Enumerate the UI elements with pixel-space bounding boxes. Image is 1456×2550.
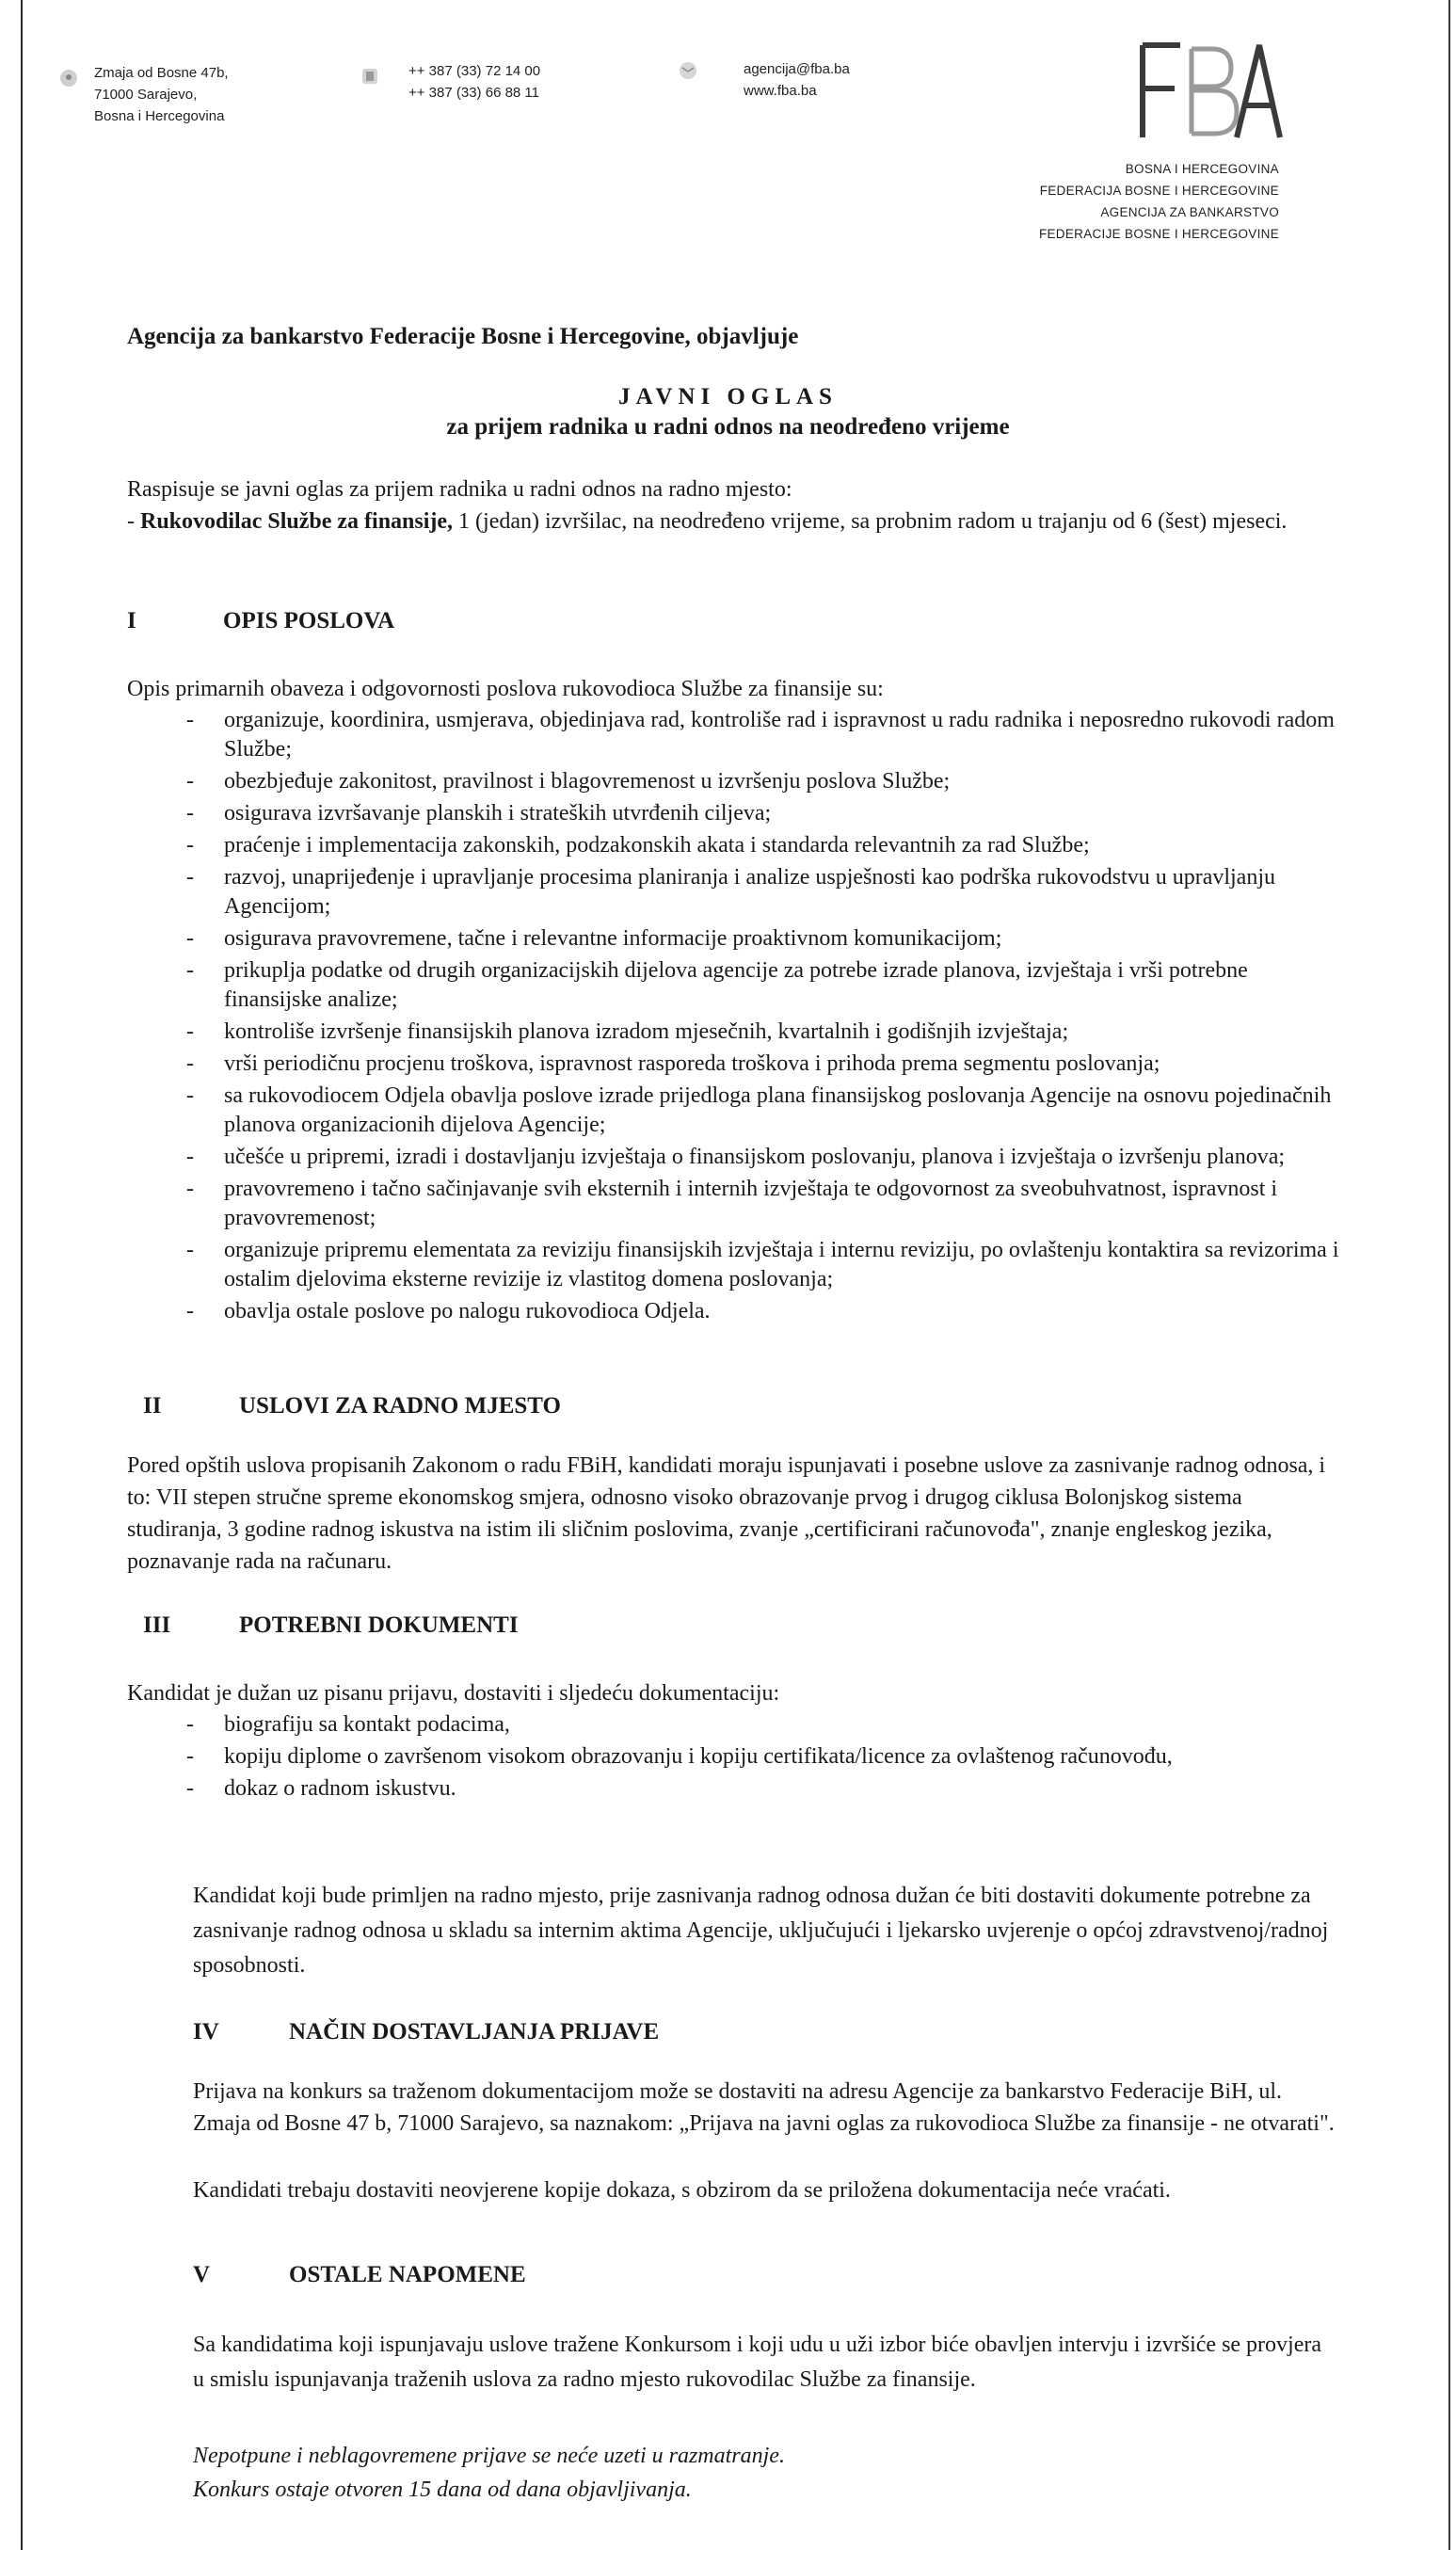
header-phones — [408, 60, 540, 104]
section-heading — [193, 2019, 659, 2045]
website-link[interactable]: www.fba.ba — [744, 83, 817, 99]
scan-edge-left — [21, 0, 23, 2550]
opening-paragraph — [127, 473, 1332, 537]
list-item: - praćenje i implementacija zakonskih, podzakonskih akata i standarda relevantnih za rad Službe; — [186, 831, 1339, 860]
section-heading — [127, 608, 394, 634]
closing-note: Nepotpune i neblagovremene prijave se neće uzeti u razmatranje. — [193, 2444, 785, 2468]
opening-line: Raspisuje se javni oglas za prijem radnika u radni odnos na radno mjesto: — [127, 477, 792, 502]
list-item: - vrši periodičnu procjenu troškova, ispravnost rasporeda troškova i prihoda prema segmentu poslovanja; — [186, 1050, 1339, 1079]
list-item: - dokaz o radnom iskustvu. — [186, 1774, 1339, 1804]
section-title: USLOVI ZA RADNO MJESTO — [239, 1393, 561, 1419]
section-number: II — [143, 1393, 162, 1419]
section-note: Kandidat koji bude primljen na radno mjesto, prije zasnivanja radnog odnosa dužan će biti dostaviti dokumente potrebne za zasnivanje radnog odnosa u skladu sa internim aktima Agencije, uključujući i ljekarsko uvjerenje o općoj zdravstvenoj/radnoj sposobnosti. — [193, 1884, 1329, 1978]
closing-note: Konkurs ostaje otvoren 15 dana od dana objavljivanja. — [193, 2478, 692, 2502]
email-link[interactable]: agencija@fba.ba — [744, 61, 850, 77]
section-heading — [143, 1393, 561, 1419]
list-item: - pravovremeno i tačno sačinjavanje svih eksternih i internih izvještaja te odgovornost za sveobuhvatnost, ispravnost i pravovremenost; — [186, 1175, 1339, 1233]
section-title: NAČIN DOSTAVLJANJA PRIJAVE — [289, 2019, 660, 2045]
list-item: - osigurava pravovremene, tačne i relevantne informacije proaktivnom komunikacijom; — [186, 924, 1339, 954]
list-item: - razvoj, unaprijeđenje i upravljanje procesima planiranja i analize uspješnosti kao podrška rukovodstvu u upravljanju Agencijom; — [186, 863, 1339, 922]
agency-line: FEDERACIJE BOSNE I HERCEGOVINE — [1038, 227, 1279, 241]
address-line: Zmaja od Bosne 47b, — [94, 65, 229, 81]
section-heading — [143, 1612, 519, 1639]
section-number: IV — [193, 2019, 219, 2045]
address-line: 71000 Sarajevo, — [94, 87, 198, 103]
intro-line: Agencija za bankarstvo Federacije Bosne i Hercegovine, objavljuje — [127, 324, 799, 349]
header-address — [94, 62, 229, 127]
phone-number: ++ 387 (33) 72 14 00 — [408, 63, 541, 79]
header-web — [744, 58, 850, 102]
list-item: - prikuplja podatke od drugih organizacijskih dijelova agencije za potrebe izrade planova, izvještaja i vrši potrebne finansijske analize; — [186, 956, 1339, 1015]
section-title: POTREBNI DOKUMENTI — [239, 1612, 519, 1638]
section-number: III — [143, 1612, 171, 1638]
agency-identity-block — [1039, 158, 1279, 245]
scan-edge-right — [1448, 0, 1450, 2550]
location-icon — [58, 68, 79, 88]
position-name: Rukovodilac Službe za finansije, — [140, 509, 454, 534]
email-icon — [678, 60, 698, 81]
list-item: - kontroliše izvršenje finansijskih planova izradom mjesečnih, kvartalnih i godišnjih izvještaja; — [186, 1018, 1339, 1047]
position-prefix: - — [127, 509, 140, 534]
agency-line: FEDERACIJA BOSNE I HERCEGOVINE — [1039, 184, 1279, 198]
section-heading — [193, 2262, 526, 2288]
section-text: Prijava na konkurs sa traženom dokumentacijom može se dostaviti na adresu Agencije za bankarstvo Federacije BiH, ul. Zmaja od Bosne 47 b, 71000 Sarajevo, sa naznakom: „Prijava na javni oglas za rukovodioca Službe za finansije - ne otvarati". — [193, 2079, 1335, 2136]
address-line: Bosna i Hercegovina — [94, 108, 225, 124]
phone-icon — [360, 66, 380, 87]
list-item: - obavlja ostale poslove po nalogu rukovodioca Odjela. — [186, 1297, 1339, 1326]
document-subtitle: za prijem radnika u radni odnos na neodređeno vrijeme — [446, 414, 1010, 440]
list-item: - biografiju sa kontakt podacima, — [186, 1710, 1339, 1740]
section-text: Kandidati trebaju dostaviti neovjerene kopije dokaza, s obzirom da se priložena dokumentacija neće vraćati. — [193, 2178, 1171, 2203]
list-item: - obezbjeđuje zakonitost, pravilnost i blagovremenost u izvršenju poslova Službe; — [186, 767, 1339, 796]
fba-logo — [1139, 40, 1285, 143]
section-number: V — [193, 2262, 211, 2287]
section-text: Pored opštih uslova propisanih Zakonom o radu FBiH, kandidati moraju ispunjavati i posebne uslove za zasnivanje radnog odnosa, i to: VII stepen stručne spreme ekonomskog smjera, odnosno visoko obrazovanje prvog i drugog ciklusa Bolonjskog sistema studiranja, 3 godine radnog iskustva na istim ili sličnim poslovima, zvanje „certificirani računovođa", znanje engleskog jezika, poznavanje rada na računaru. — [127, 1453, 1326, 1574]
section-lead: Kandidat je dužan uz pisanu prijavu, dostaviti i sljedeću dokumentaciju: — [127, 1681, 780, 1706]
list-item: - sa rukovodiocem Odjela obavlja poslove izrade prijedloga plana finansijskog poslovanja Agencije na osnovu pojedinačnih planova organizacionih dijelova Agencije; — [186, 1082, 1339, 1140]
section-lead: Opis primarnih obaveza i odgovornosti poslova rukovodioca Službe za finansije su: — [127, 677, 884, 701]
section-text: Sa kandidatima koji ispunjavaju uslove tražene Konkursom i koji udu u uži izbor biće obavljen intervju i izvršiće se provjera u smislu ispunjavanja traženih uslova za radno mjesto rukovodilac Službe za finansije. — [193, 2333, 1322, 2392]
list-item: - kopiju diplome o završenom visokom obrazovanju i kopiju certifikata/licence za ovlaštenog računovođu, — [186, 1742, 1339, 1772]
agency-line: AGENCIJA ZA BANKARSTVO — [1100, 205, 1279, 219]
section-title: OPIS POSLOVA — [223, 608, 395, 633]
section-title: OSTALE NAPOMENE — [289, 2262, 526, 2287]
section-number: I — [127, 608, 136, 633]
documents-list — [186, 1710, 1339, 1806]
list-item: - učešće u pripremi, izradi i dostavljanju izvještaja o finansijskom poslovanju, planova i izvještaja o izvršenju planova; — [186, 1143, 1339, 1172]
list-item: - organizuje, koordinira, usmjerava, objedinjava rad, kontroliše rad i ispravnost u radu radnika i neposredno rukovodi radom Službe; — [186, 706, 1339, 764]
agency-line: BOSNA I HERCEGOVINA — [1125, 162, 1279, 176]
list-item: - organizuje pripremu elementata za reviziju finansijskih izvještaja i internu reviziju, po ovlaštenju kontaktira sa revizorima i ostalim djelovima eksterne revizije iz vlastitog domena poslovanja; — [186, 1236, 1339, 1294]
position-line — [127, 505, 1332, 537]
phone-number: ++ 387 (33) 66 88 11 — [408, 85, 539, 101]
duties-list — [186, 706, 1339, 1329]
document-title: JAVNI OGLAS — [618, 384, 838, 409]
position-details: 1 (jedan) izvršilac, na neodređeno vrijeme, sa probnim radom u trajanju od 6 (šest) mjeseci. — [453, 509, 1288, 534]
list-item: - osigurava izvršavanje planskih i strateških utvrđenih ciljeva; — [186, 799, 1339, 828]
